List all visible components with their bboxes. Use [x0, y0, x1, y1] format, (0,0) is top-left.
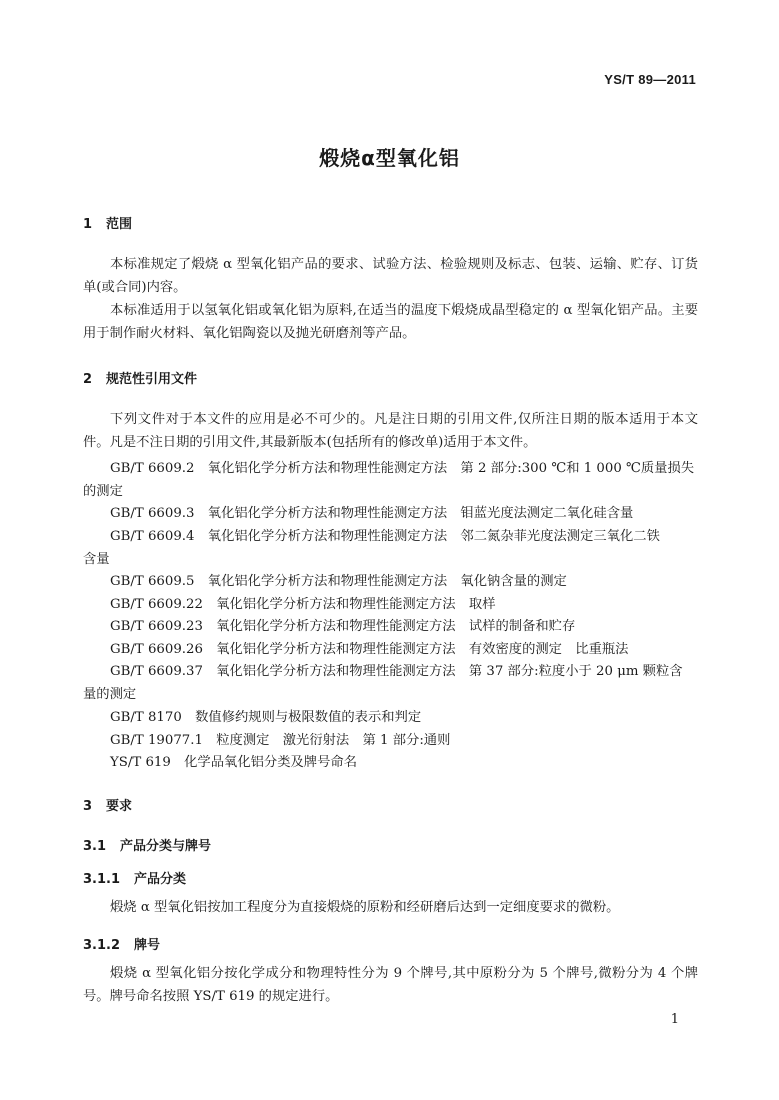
subsection-3-1-heading: [83, 835, 211, 854]
reference-item-continued: 量的测定: [83, 687, 137, 702]
section-title: 要求: [106, 799, 133, 814]
section-number: 2: [83, 372, 93, 387]
reference-item: GB/T 6609.23 氧化铝化学分析方法和物理性能测定方法 试样的制备和贮存: [110, 619, 576, 634]
reference-item: GB/T 6609.4 氧化铝化学分析方法和物理性能测定方法 邻二氮杂菲光度法测定三氧化二铁: [110, 529, 660, 544]
subsection-3-1-1-heading: [83, 868, 186, 887]
reference-item: GB/T 6609.2 氧化铝化学分析方法和物理性能测定方法 第 2 部分:300 ℃和 1 000 ℃质量损失: [110, 461, 695, 476]
reference-item: GB/T 6609.26 氧化铝化学分析方法和物理性能测定方法 有效密度的测定 比重瓶法: [110, 642, 629, 657]
section-number: 3.1.1: [83, 872, 121, 887]
standard-number: YS/T 89—2011: [604, 72, 696, 87]
reference-item: GB/T 19077.1 粒度测定 激光衍射法 第 1 部分:通则: [110, 733, 451, 748]
scope-paragraph-2: 本标准适用于以氢氧化铝或氧化铝为原料,在适当的温度下煅烧成晶型稳定的 α 型氧化铝产品。主要用于制作耐火材料、氧化铝陶瓷以及抛光研磨剂等产品。: [83, 303, 698, 341]
grade-paragraph: 煅烧 α 型氧化铝分按化学成分和物理特性分为 9 个牌号,其中原粉分为 5 个牌号,微粉分为 4 个牌号。牌号命名按照 YS/T 619 的规定进行。: [83, 966, 698, 1004]
reference-item-continued: 含量: [83, 552, 110, 567]
document-title: 煅烧α型氧化铝: [319, 146, 460, 170]
references-intro: 下列文件对于本文件的应用是必不可少的。凡是注日期的引用文件,仅所注日期的版本适用于本文件。凡是不注日期的引用文件,其最新版本(包括所有的修改单)适用于本文件。: [83, 412, 698, 450]
section-number: 3: [83, 799, 93, 814]
section-2-heading: [83, 368, 197, 387]
reference-item-continued: 的测定: [83, 484, 123, 499]
reference-item: GB/T 8170 数值修约规则与极限数值的表示和判定: [110, 710, 422, 725]
reference-item: GB/T 6609.3 氧化铝化学分析方法和物理性能测定方法 钼蓝光度法测定二氧化硅含量: [110, 506, 634, 521]
section-1-heading: [83, 213, 132, 232]
section-title: 产品分类: [134, 872, 187, 887]
section-number: 3.1.2: [83, 938, 121, 953]
page-number: 1: [670, 1012, 679, 1027]
scope-paragraph-1: 本标准规定了煅烧 α 型氧化铝产品的要求、试验方法、检验规则及标志、包装、运输、贮存、订货单(或合同)内容。: [83, 257, 698, 295]
section-number: 3.1: [83, 839, 107, 854]
section-title: 范围: [106, 217, 133, 232]
section-title: 规范性引用文件: [106, 372, 198, 387]
subsection-3-1-2-heading: [83, 934, 160, 953]
reference-item: GB/T 6609.5 氧化铝化学分析方法和物理性能测定方法 氧化钠含量的测定: [110, 574, 567, 589]
reference-item: GB/T 6609.37 氧化铝化学分析方法和物理性能测定方法 第 37 部分:粒度小于 20 μm 颗粒含: [110, 664, 683, 679]
section-title: 牌号: [134, 938, 161, 953]
reference-item: YS/T 619 化学品氧化铝分类及牌号命名: [110, 755, 357, 770]
reference-item: GB/T 6609.22 氧化铝化学分析方法和物理性能测定方法 取样: [110, 597, 496, 612]
section-number: 1: [83, 217, 93, 232]
section-title: 产品分类与牌号: [120, 839, 212, 854]
product-classification-paragraph: 煅烧 α 型氧化铝按加工程度分为直接煅烧的原粉和经研磨后达到一定细度要求的微粉。: [110, 900, 620, 915]
section-3-heading: [83, 795, 132, 814]
